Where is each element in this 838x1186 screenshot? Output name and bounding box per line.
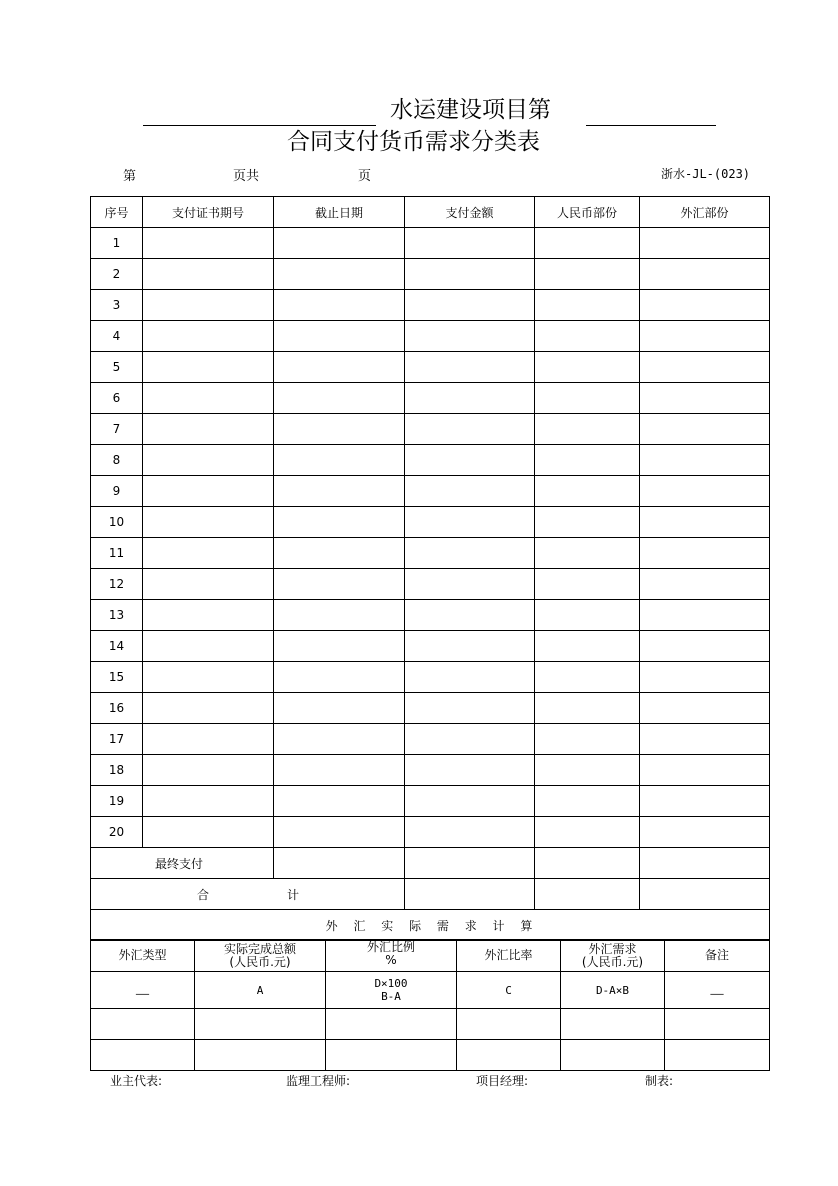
table-cell (274, 507, 405, 538)
fx-cell (195, 1040, 326, 1071)
table-cell (143, 352, 274, 383)
table-cell (143, 321, 274, 352)
table-cell (274, 352, 405, 383)
table-cell (640, 383, 770, 414)
row-serial: 20 (91, 817, 143, 848)
fx-header-row (91, 940, 770, 972)
table-cell (535, 569, 640, 600)
row-serial: 14 (91, 631, 143, 662)
fx-formula-demand: D-A×B (561, 972, 665, 1009)
table-cell (640, 321, 770, 352)
table-cell (143, 662, 274, 693)
table-cell (535, 476, 640, 507)
table-row (91, 476, 770, 507)
row-serial: 18 (91, 755, 143, 786)
signature-owner: 业主代表: (110, 1074, 163, 1088)
row-serial: 11 (91, 538, 143, 569)
table-cell (535, 228, 640, 259)
table-cell (640, 507, 770, 538)
table-row (91, 662, 770, 693)
table-cell (640, 352, 770, 383)
header-forex: 外汇部份 (640, 197, 770, 228)
table-row (91, 724, 770, 755)
fx-header-ratio (326, 940, 457, 972)
table-cell (143, 786, 274, 817)
table-cell (640, 414, 770, 445)
table-cell (143, 290, 274, 321)
table-cell (535, 786, 640, 817)
table-cell (274, 724, 405, 755)
table-cell (535, 662, 640, 693)
table-cell (640, 569, 770, 600)
fx-cell (457, 1040, 561, 1071)
row-serial: 19 (91, 786, 143, 817)
payment-table (90, 196, 770, 941)
fx-cell (457, 1009, 561, 1040)
header-rmb: 人民币部份 (535, 197, 640, 228)
fx-header-total-top: 实际完成总额 (223, 941, 296, 956)
table-row (91, 693, 770, 724)
fx-header-rate: 外汇比率 (457, 940, 561, 972)
table-cell (405, 848, 535, 879)
total-label-he: 合 (197, 887, 210, 902)
table-cell (143, 631, 274, 662)
table-cell (274, 383, 405, 414)
row-serial: 3 (91, 290, 143, 321)
table-cell (405, 228, 535, 259)
fx-cell (91, 1009, 195, 1040)
row-serial: 13 (91, 600, 143, 631)
table-row (91, 631, 770, 662)
row-serial: 1 (91, 228, 143, 259)
table-cell (143, 476, 274, 507)
table-cell (143, 259, 274, 290)
table-cell (274, 538, 405, 569)
fx-header-ratio-bottom: % (385, 953, 397, 967)
table-row (91, 228, 770, 259)
table-cell (274, 290, 405, 321)
final-payment-row (91, 848, 770, 879)
table-cell (535, 879, 640, 910)
table-cell (143, 445, 274, 476)
table-cell (274, 693, 405, 724)
table-cell (274, 476, 405, 507)
table-cell (535, 538, 640, 569)
fx-cell (326, 1040, 457, 1071)
row-serial: 17 (91, 724, 143, 755)
row-serial: 6 (91, 383, 143, 414)
table-row (91, 290, 770, 321)
signature-supervisor: 监理工程师: (286, 1074, 351, 1088)
table-row (91, 259, 770, 290)
table-cell (274, 662, 405, 693)
signature-manager: 项目经理: (476, 1074, 529, 1088)
table-cell (405, 445, 535, 476)
table-cell (274, 848, 405, 879)
fx-demand-table (90, 939, 770, 1071)
table-cell (143, 724, 274, 755)
fx-formula-ratio (326, 972, 457, 1009)
page-label-ye-gong: 页共 (233, 169, 260, 184)
table-cell (274, 259, 405, 290)
table-cell (640, 476, 770, 507)
fx-cell (665, 1009, 770, 1040)
table-cell (535, 724, 640, 755)
table-row (91, 817, 770, 848)
table-cell (535, 414, 640, 445)
final-payment-label: 最终支付 (91, 848, 274, 879)
table-cell (143, 228, 274, 259)
table-row (91, 600, 770, 631)
row-serial: 9 (91, 476, 143, 507)
table-cell (274, 414, 405, 445)
table-row (91, 445, 770, 476)
table-cell (535, 290, 640, 321)
fx-empty-row (91, 1040, 770, 1071)
fx-formula-row (91, 972, 770, 1009)
table-cell (535, 352, 640, 383)
row-serial: 2 (91, 259, 143, 290)
fx-header-total-bottom: (人民币.元) (229, 954, 291, 969)
table-cell (535, 755, 640, 786)
table-cell (405, 290, 535, 321)
fx-cell (195, 1009, 326, 1040)
table-cell (405, 507, 535, 538)
table-cell (274, 600, 405, 631)
total-label (91, 879, 405, 910)
table-cell (143, 538, 274, 569)
table-cell (405, 724, 535, 755)
table-cell (405, 414, 535, 445)
table-cell (405, 755, 535, 786)
fx-header-demand (561, 940, 665, 972)
page-label-di: 第 (123, 169, 137, 184)
table-cell (143, 507, 274, 538)
total-row (91, 879, 770, 910)
fx-cell (561, 1009, 665, 1040)
row-serial: 8 (91, 445, 143, 476)
fx-formula-rate: C (457, 972, 561, 1009)
table-cell (274, 786, 405, 817)
table-cell (274, 817, 405, 848)
table-row (91, 507, 770, 538)
table-cell (143, 383, 274, 414)
table-cell (405, 879, 535, 910)
fx-formula-ratio-bottom: B-A (381, 990, 401, 1003)
row-serial: 5 (91, 352, 143, 383)
table-cell (143, 414, 274, 445)
fx-formula-total: A (195, 972, 326, 1009)
table-cell (640, 879, 770, 910)
row-serial: 10 (91, 507, 143, 538)
table-cell (640, 786, 770, 817)
fx-header-remark: 备注 (665, 940, 770, 972)
table-cell (640, 228, 770, 259)
signature-maker: 制表: (645, 1074, 674, 1088)
table-row (91, 321, 770, 352)
table-cell (405, 631, 535, 662)
table-cell (535, 507, 640, 538)
table-cell (535, 631, 640, 662)
table-cell (535, 693, 640, 724)
table-cell (640, 662, 770, 693)
table-cell (405, 600, 535, 631)
table-row (91, 786, 770, 817)
table-cell (405, 476, 535, 507)
fx-cell (665, 1040, 770, 1071)
table-cell (640, 445, 770, 476)
table-cell (405, 662, 535, 693)
table-cell (640, 693, 770, 724)
table-cell (405, 786, 535, 817)
table-row (91, 538, 770, 569)
table-cell (405, 538, 535, 569)
table-cell (274, 569, 405, 600)
table-cell (143, 600, 274, 631)
fx-empty-row (91, 1009, 770, 1040)
table-cell (640, 290, 770, 321)
page-label-ye: 页 (358, 169, 372, 184)
table-cell (143, 569, 274, 600)
table-header-row (91, 197, 770, 228)
fx-header-demand-bottom: (人民币.元) (581, 954, 644, 969)
table-row (91, 383, 770, 414)
fx-header-type: 外汇类型 (91, 940, 195, 972)
title-line1: 水运建设项目第 (390, 97, 551, 123)
table-cell (640, 538, 770, 569)
fx-header-demand-top: 外汇需求 (588, 941, 637, 956)
table-cell (640, 631, 770, 662)
fx-header-total (195, 940, 326, 972)
table-cell (274, 755, 405, 786)
table-row (91, 755, 770, 786)
table-cell (143, 817, 274, 848)
table-cell (405, 383, 535, 414)
fx-section-title-row (91, 910, 770, 941)
project-number-blank (586, 125, 716, 126)
table-cell (274, 321, 405, 352)
header-serial: 序号 (91, 197, 143, 228)
table-cell (640, 755, 770, 786)
header-cert-period: 支付证书期号 (143, 197, 274, 228)
table-cell (274, 445, 405, 476)
fx-formula-remark: —— (665, 972, 770, 1009)
table-cell (405, 569, 535, 600)
table-cell (640, 600, 770, 631)
table-cell (535, 383, 640, 414)
table-cell (640, 848, 770, 879)
table-cell (535, 600, 640, 631)
table-cell (640, 259, 770, 290)
table-cell (405, 352, 535, 383)
table-row (91, 352, 770, 383)
row-serial: 4 (91, 321, 143, 352)
header-amount: 支付金额 (405, 197, 535, 228)
fx-formula-ratio-top: D×100 (374, 977, 408, 990)
table-cell (640, 817, 770, 848)
table-cell (405, 693, 535, 724)
fx-cell (326, 1009, 457, 1040)
row-serial: 15 (91, 662, 143, 693)
fx-cell (91, 1040, 195, 1071)
table-cell (640, 724, 770, 755)
form-code: 浙水-JL-(023) (661, 167, 751, 181)
fx-section-title: 外 汇 实 际 需 求 计 算 (91, 910, 770, 941)
table-cell (535, 848, 640, 879)
table-cell (535, 321, 640, 352)
table-cell (274, 228, 405, 259)
table-cell (143, 693, 274, 724)
table-cell (535, 817, 640, 848)
row-serial: 12 (91, 569, 143, 600)
table-cell (405, 259, 535, 290)
table-cell (274, 631, 405, 662)
table-cell (405, 817, 535, 848)
table-cell (143, 755, 274, 786)
title-line2: 合同支付货币需求分类表 (287, 129, 540, 155)
fx-formula-type: —— (91, 972, 195, 1009)
table-cell (535, 259, 640, 290)
table-row (91, 569, 770, 600)
header-deadline: 截止日期 (274, 197, 405, 228)
fx-cell (561, 1040, 665, 1071)
table-row (91, 414, 770, 445)
table-cell (405, 321, 535, 352)
fx-header-ratio-top: 外汇比例 (366, 940, 415, 954)
row-serial: 7 (91, 414, 143, 445)
row-serial: 16 (91, 693, 143, 724)
total-label-ji: 计 (287, 887, 300, 902)
table-cell (535, 445, 640, 476)
project-name-blank (143, 125, 376, 126)
